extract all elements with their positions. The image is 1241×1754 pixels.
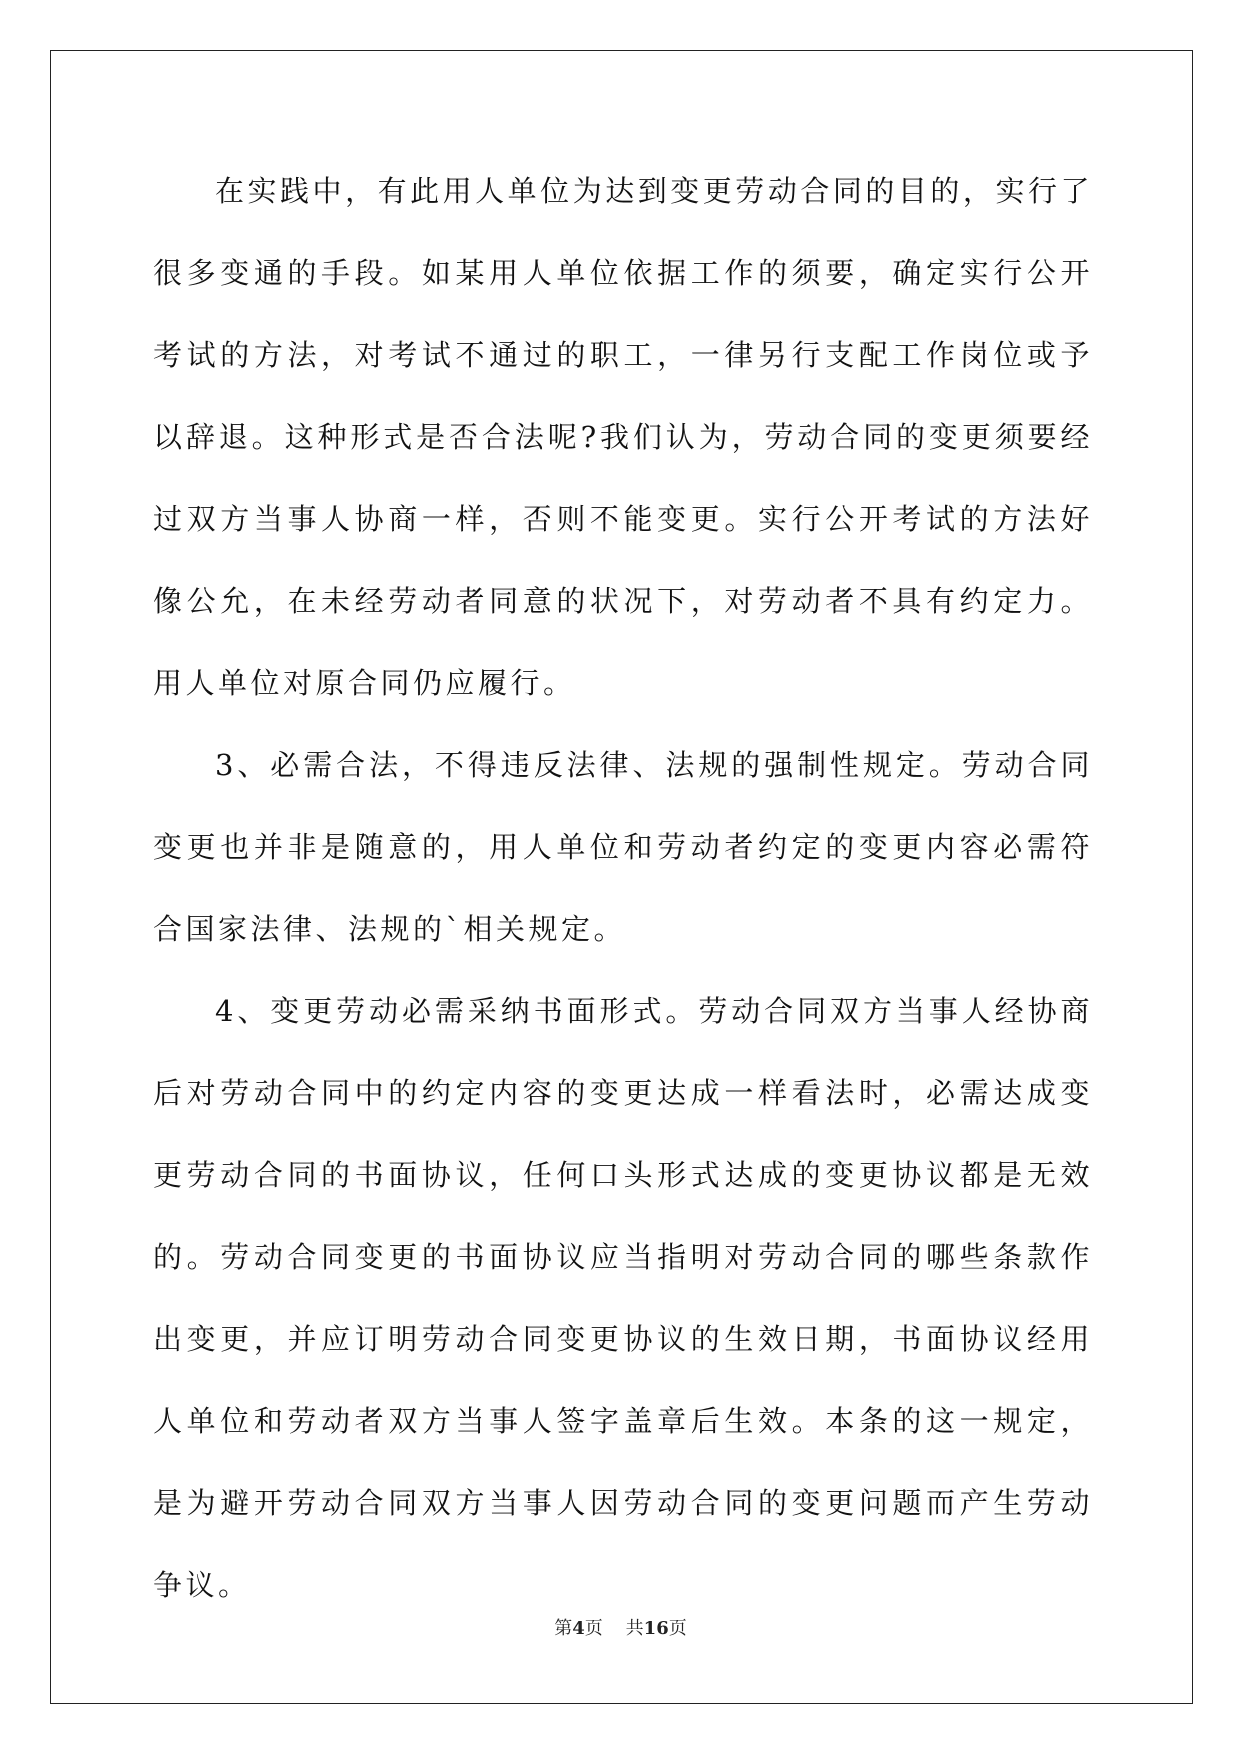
document-body xyxy=(153,150,1093,1626)
page-suffix: 页 xyxy=(584,1618,603,1639)
paragraph: 在实践中，有此用人单位为达到变更劳动合同的目的，实行了很多变通的手段。如某用人单位依据工作的须要，确定实行公开考试的方法，对考试不通过的职工，一律另行支配工作岗位或予以辞退。这种形式是否合法呢?我们认为，劳动合同的变更须要经过双方当事人协商一样，否则不能变更。实行公开考试的方法好像公允，在未经劳动者同意的状况下，对劳动者不具有约定力。用人单位对原合同仍应履行。 xyxy=(153,174,1093,700)
paragraph: 4、变更劳动必需采纳书面形式。劳动合同双方当事人经协商后对劳动合同中的约定内容的变更达成一样看法时，必需达成变更劳动合同的书面协议，任何口头形式达成的变更协议都是无效的。劳动合同变更的书面协议应当指明对劳动合同的哪些条款作出变更，并应订明劳动合同变更协议的生效日期，书面协议经用人单位和劳动者双方当事人签字盖章后生效。本条的这一规定，是为避开劳动合同双方当事人因劳动合同的变更问题而产生劳动争议。 xyxy=(153,994,1093,1602)
total-suffix: 页 xyxy=(668,1618,687,1639)
total-prefix: 共 xyxy=(625,1618,644,1639)
page-number: 4 xyxy=(572,1618,585,1639)
total-pages: 16 xyxy=(643,1618,669,1639)
page-footer xyxy=(0,1614,1241,1640)
paragraph: 3、必需合法，不得违反法律、法规的强制性规定。劳动合同变更也并非是随意的，用人单位和劳动者约定的变更内容必需符合国家法律、法规的`相关规定。 xyxy=(153,748,1093,946)
page-prefix: 第 xyxy=(554,1618,573,1639)
